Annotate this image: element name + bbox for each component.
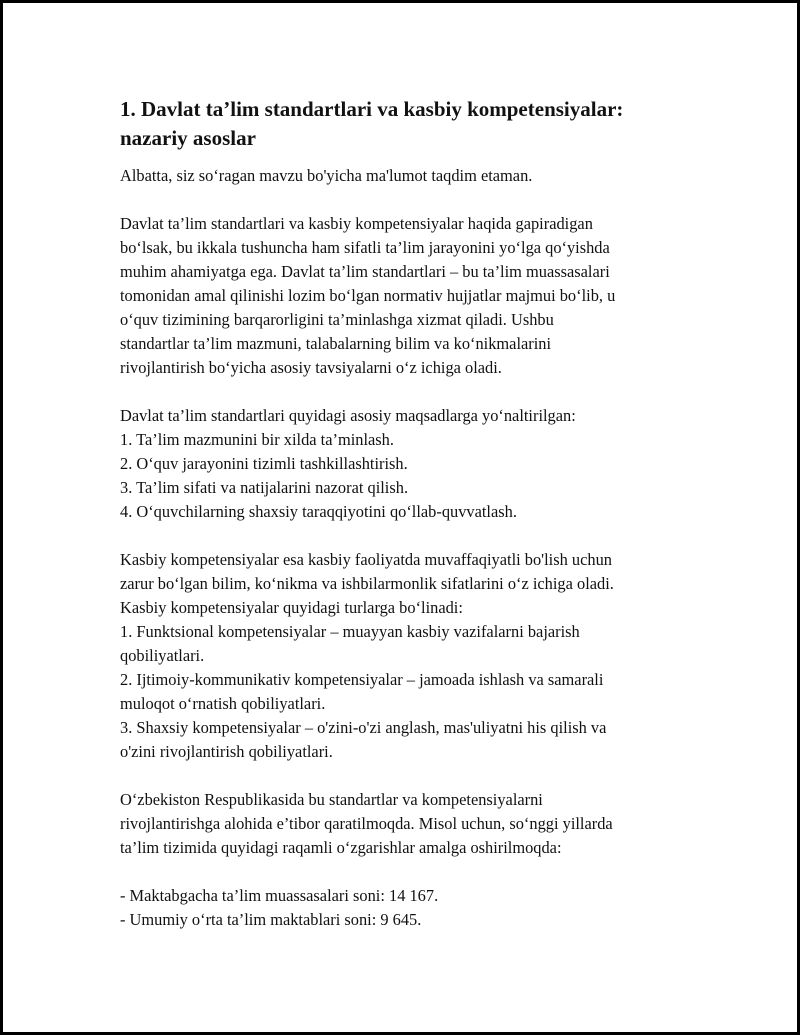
text-line: zarur bo‘lgan bilim, ko‘nikma va ishbilarmonlik sifatlarini o‘z ichiga oladi. [120, 574, 614, 593]
text-line: Kasbiy kompetensiyalar esa kasbiy faoliyatda muvaffaqiyatli bo'lish uchun [120, 550, 612, 569]
list-item: 2. Ijtimoiy-kommunikativ kompetensiyalar – jamoada ishlash va samarali [120, 670, 604, 689]
paragraph-standards [120, 212, 700, 380]
list-item: 1. Funktsional kompetensiyalar – muayyan kasbiy vazifalarni bajarish [120, 622, 580, 641]
list-item: 3. Ta’lim sifati va natijalarini nazorat qilish. [120, 478, 409, 497]
text-line: ta’lim tizimida quyidagi raqamli o‘zgarishlar amalga oshirilmoqda: [120, 838, 562, 857]
document-body [120, 95, 700, 932]
list-item: - Umumiy o‘rta ta’lim maktablari soni: 9 645. [120, 910, 422, 929]
paragraph-uzbekistan [120, 788, 700, 860]
text-line: Davlat ta’lim standartlari quyidagi asosiy maqsadlarga yo‘naltirilgan: [120, 406, 576, 425]
text-line: rivojlantirish bo‘yicha asosiy tavsiyalarni o‘z ichiga oladi. [120, 358, 502, 377]
list-item: 1. Ta’lim mazmunini bir xilda ta’minlash. [120, 430, 394, 449]
text-line: tomonidan amal qilinishi lozim bo‘lgan normativ hujjatlar majmui bo‘lib, u [120, 286, 616, 305]
text-line: bo‘lsak, bu ikkala tushuncha ham sifatli ta’lim jarayonini yo‘lga qo‘yishda [120, 238, 610, 257]
paragraph-statistics [120, 884, 700, 932]
text-line: O‘zbekiston Respublikasida bu standartlar va kompetensiyalarni [120, 790, 543, 809]
heading-line: nazariy asoslar [120, 126, 256, 150]
list-item: 2. O‘quv jarayonini tizimli tashkillashtirish. [120, 454, 408, 473]
list-item: - Maktabgacha ta’lim muassasalari soni: 14 167. [120, 886, 439, 905]
text-line: Albatta, siz so‘ragan mavzu bo'yicha ma'lumot taqdim etaman. [120, 166, 533, 185]
section-heading [120, 95, 700, 153]
intro-paragraph [120, 164, 700, 188]
text-line: qobiliyatlari. [120, 646, 205, 665]
paragraph-goals [120, 404, 700, 524]
text-line: o'zini rivojlantirish qobiliyatlari. [120, 742, 333, 761]
paragraph-competencies [120, 548, 700, 764]
text-line: muloqot o‘rnatish qobiliyatlari. [120, 694, 326, 713]
text-line: rivojlantirishga alohida e’tibor qaratilmoqda. Misol uchun, so‘nggi yillarda [120, 814, 613, 833]
heading-line: 1. Davlat ta’lim standartlari va kasbiy kompetensiyalar: [120, 97, 624, 121]
text-line: muhim ahamiyatga ega. Davlat ta’lim standartlari – bu ta’lim muassasalari [120, 262, 610, 281]
text-line: Kasbiy kompetensiyalar quyidagi turlarga bo‘linadi: [120, 598, 463, 617]
text-line: Davlat ta’lim standartlari va kasbiy kompetensiyalar haqida gapiradigan [120, 214, 593, 233]
list-item: 3. Shaxsiy kompetensiyalar – o'zini-o'zi anglash, mas'uliyatni his qilish va [120, 718, 607, 737]
text-line: standartlar ta’lim mazmuni, talabalarning bilim va ko‘nikmalarini [120, 334, 552, 353]
text-line: o‘quv tizimining barqarorligini ta’minlashga xizmat qiladi. Ushbu [120, 310, 554, 329]
list-item: 4. O‘quvchilarning shaxsiy taraqqiyotini qo‘llab-quvvatlash. [120, 502, 517, 521]
